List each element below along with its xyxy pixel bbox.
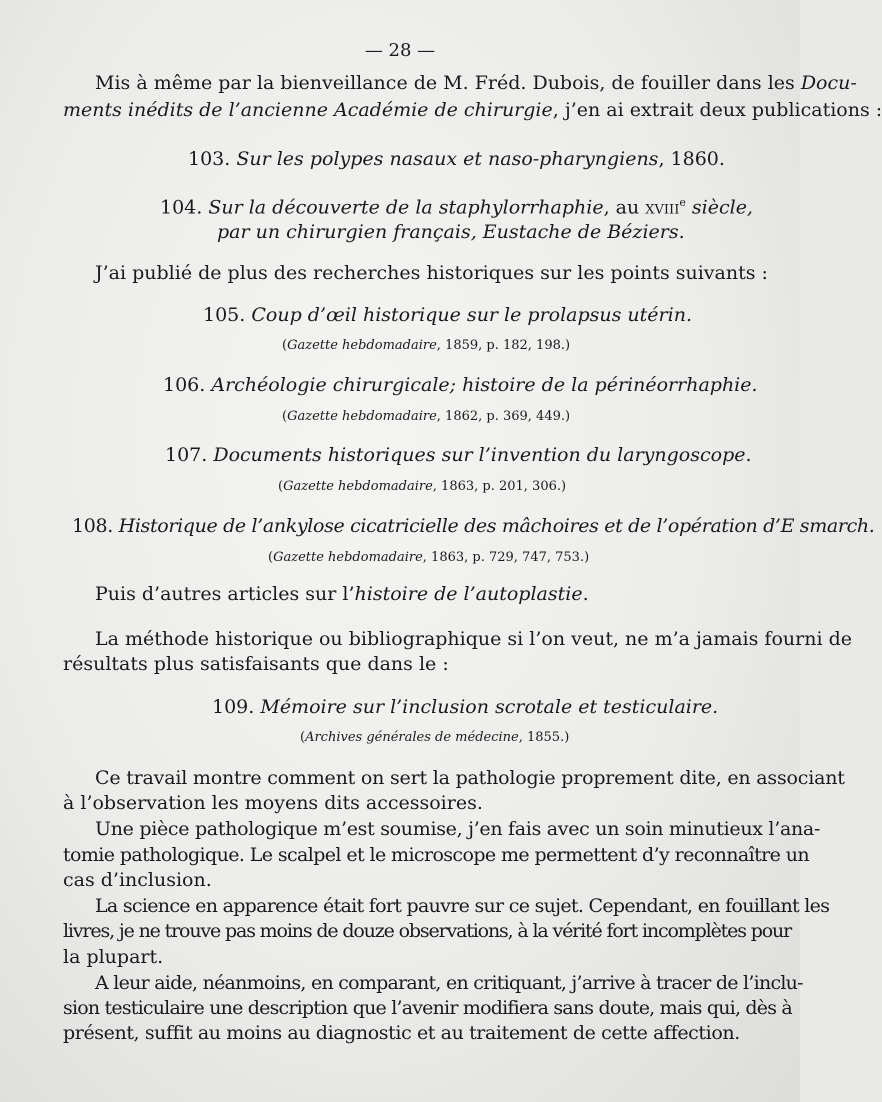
century-numeral: xviii xyxy=(645,196,680,219)
entry-number: 106. xyxy=(163,374,212,396)
entry-107 xyxy=(165,444,752,466)
para-aide-line-3: présent, suffit au moins au diagnostic et au traitement de cette affection. xyxy=(63,1022,740,1044)
entry-107-citation xyxy=(278,479,566,494)
citation-paren: ( xyxy=(268,550,274,565)
entry-108-citation xyxy=(268,550,589,565)
entry-number: 109. xyxy=(212,696,261,718)
para-piece-line-1: Une pièce pathologique m’est soumise, j’en fais avec un soin minutieux l’ana- xyxy=(95,818,821,840)
para-science-line-3: la plupart. xyxy=(63,946,164,968)
entry-109-citation xyxy=(300,730,569,745)
para-period: . xyxy=(582,583,589,605)
entry-109 xyxy=(212,696,718,718)
entry-number: 104. xyxy=(160,196,209,219)
para-science-line-2: livres, je ne trouve pas moins de douze observations, à la vérité fort incomplètes pour xyxy=(63,920,792,942)
entry-105 xyxy=(203,304,692,326)
entry-number: 107. xyxy=(165,444,214,466)
intro-title-end: ments inédits de l’ancienne Académie de chirurgie xyxy=(63,99,553,121)
citation-details: , 1863, p. 729, 747, 753.) xyxy=(422,550,590,565)
para-travail-line-1: Ce travail montre comment on sert la pathologie proprement dite, en associant xyxy=(95,767,845,789)
para-travail-line-2: à l’observation les moyens dits accessoires. xyxy=(63,792,483,814)
para-piece-line-2: tomie pathologique. Le scalpel et le microscope me permettent d’y reconnaître un xyxy=(63,844,809,866)
para-title: histoire de l’autoplastie xyxy=(354,583,583,605)
entry-104-line-2 xyxy=(217,221,685,243)
entry-year: , 1860. xyxy=(658,148,725,170)
page-number: — 28 — xyxy=(364,40,436,61)
para-methode-line-2: résultats plus satisfaisants que dans le : xyxy=(63,653,449,675)
citation-journal: Archives générales de médecine xyxy=(305,730,519,745)
intro-title-start: Docu- xyxy=(800,72,857,94)
citation-paren: ( xyxy=(278,479,284,494)
entry-title-continuation: par un chirurgien français, Eustache de Béziers. xyxy=(217,221,685,243)
para-text: Puis d’autres articles sur l’ xyxy=(95,583,355,605)
para-historical: J’ai publié de plus des recherches historiques sur les points suivants : xyxy=(95,262,768,284)
para-aide-line-1: A leur aide, néanmoins, en comparant, en critiquant, j’arrive à tracer de l’inclu- xyxy=(95,972,803,994)
citation-details: , 1855.) xyxy=(518,730,570,745)
para-methode-line-1: La méthode historique ou bibliographique si l’on veut, ne m’a jamais fourni de xyxy=(95,628,852,650)
citation-journal: Gazette hebdomadaire xyxy=(273,550,423,565)
entry-number: 103. xyxy=(188,148,237,170)
entry-108 xyxy=(72,515,874,537)
citation-details: , 1862, p. 369, 449.) xyxy=(436,409,571,424)
citation-journal: Gazette hebdomadaire xyxy=(287,338,437,353)
entry-number: 105. xyxy=(203,304,252,326)
citation-paren: ( xyxy=(300,730,306,745)
para-science-line-1: La science en apparence était fort pauvre sur ce sujet. Cependant, en fouillant les xyxy=(95,895,830,917)
entry-title: Mémoire sur l’inclusion scrotale et testiculaire. xyxy=(260,696,719,718)
citation-paren: ( xyxy=(282,338,288,353)
intro-text-end: , j’en ai extrait deux publications : xyxy=(552,99,882,121)
entry-connector: , au xyxy=(603,196,646,219)
entry-104-line-1 xyxy=(160,196,753,218)
entry-title-tail: siècle, xyxy=(685,196,753,219)
entry-title: Coup d’œil historique sur le prolapsus utérin. xyxy=(251,304,692,326)
entry-title: Archéologie chirurgicale; histoire de la périnéorrhaphie. xyxy=(211,374,758,396)
entry-103 xyxy=(188,148,725,170)
citation-paren: ( xyxy=(282,409,288,424)
citation-details: , 1863, p. 201, 306.) xyxy=(432,479,567,494)
entry-title: Sur les polypes nasaux et naso-pharyngiens xyxy=(236,148,659,170)
citation-details: , 1859, p. 182, 198.) xyxy=(436,338,571,353)
entry-106 xyxy=(163,374,758,396)
entry-number: 108. xyxy=(72,515,119,537)
century-superscript: e xyxy=(679,196,686,209)
para-autoplastie xyxy=(95,583,589,605)
entry-title: Documents historiques sur l’invention du laryngoscope. xyxy=(213,444,752,466)
para-piece-line-3: cas d’inclusion. xyxy=(63,869,212,891)
entry-105-citation xyxy=(282,338,570,353)
citation-journal: Gazette hebdomadaire xyxy=(283,479,433,494)
intro-line-2 xyxy=(63,99,882,121)
citation-journal: Gazette hebdomadaire xyxy=(287,409,437,424)
intro-line-1 xyxy=(95,72,857,94)
entry-title: Sur la découverte de la staphylorrhaphie xyxy=(208,196,604,219)
para-aide-line-2: sion testiculaire une description que l’avenir modifiera sans doute, mais qui, dès à xyxy=(63,997,792,1019)
entry-106-citation xyxy=(282,409,570,424)
intro-text: Mis à même par la bienveillance de M. Fréd. Dubois, de fouiller dans les xyxy=(95,72,801,94)
entry-title: Historique de l’ankylose cicatricielle des mâchoires et de l’opération d’E smarch. xyxy=(118,515,875,537)
